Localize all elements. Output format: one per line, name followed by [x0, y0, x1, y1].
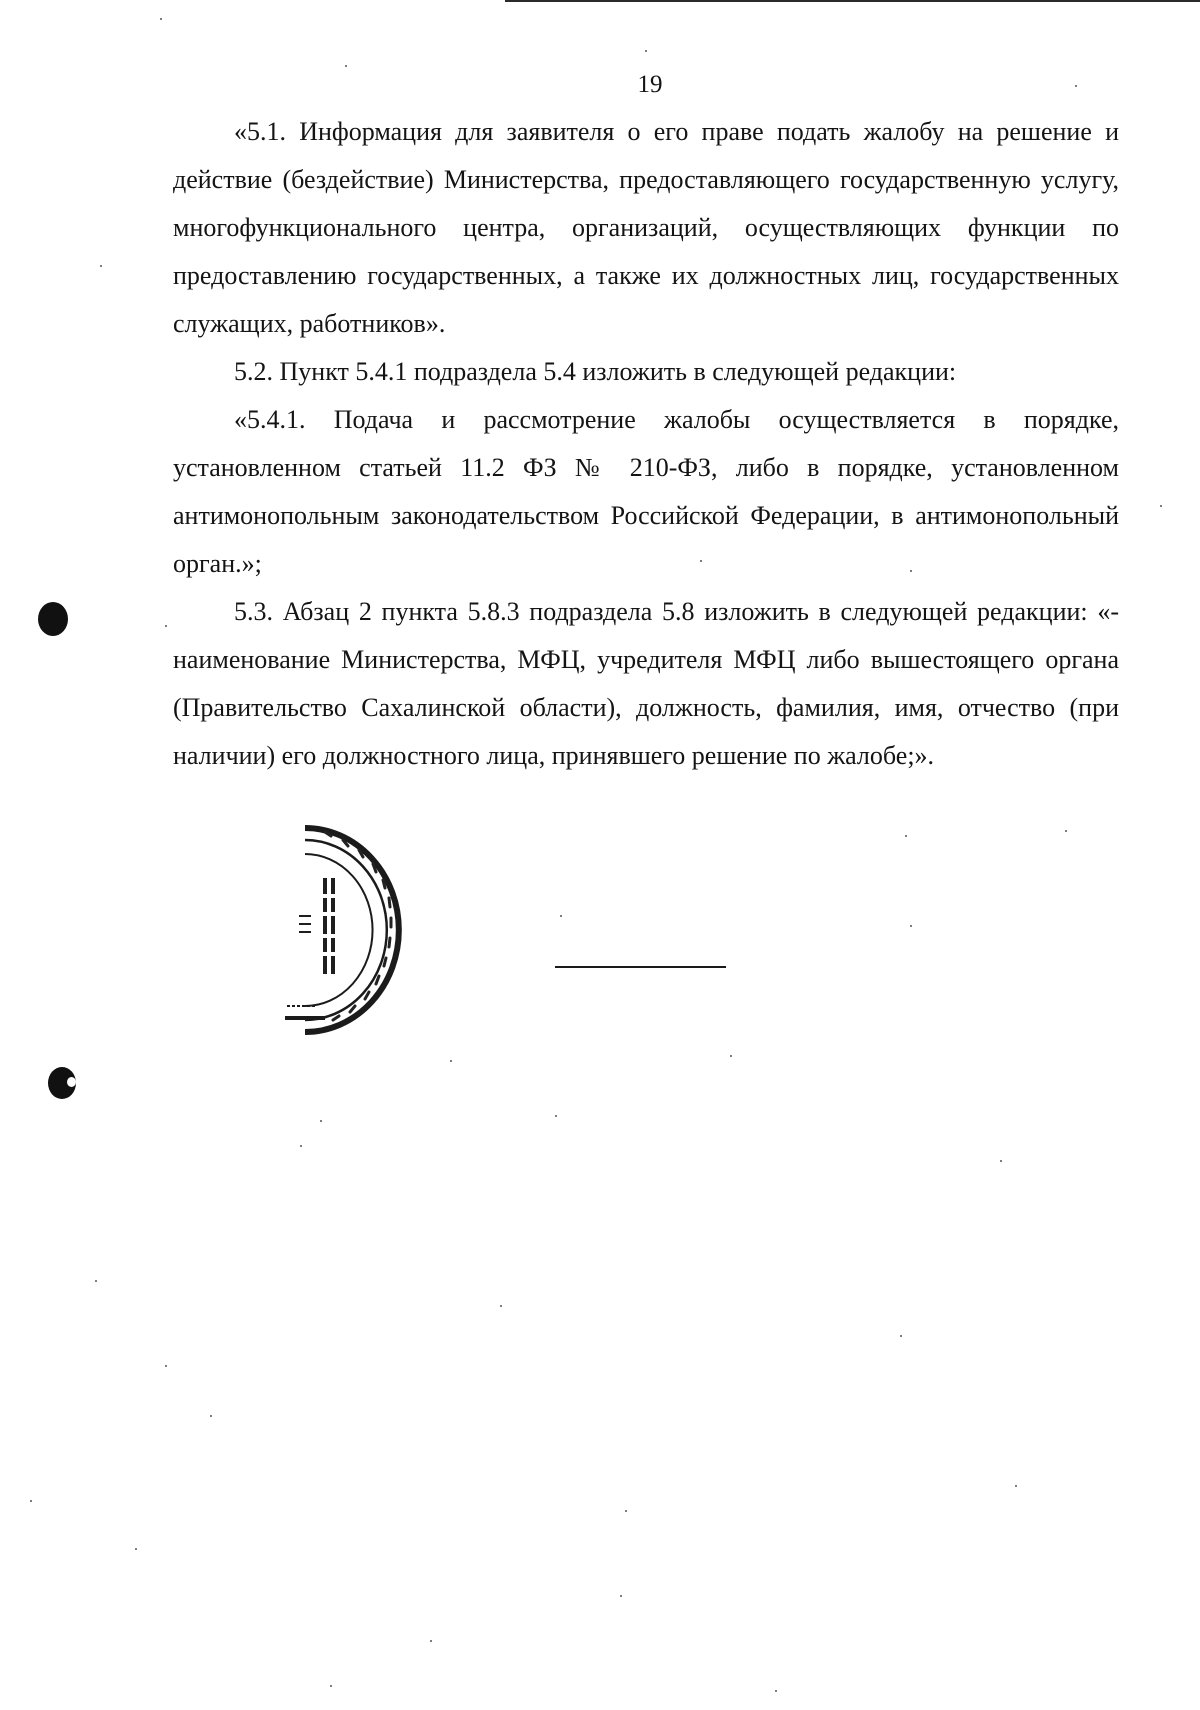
binder-hole-icon	[38, 602, 68, 636]
scan-speck	[620, 1595, 622, 1597]
scan-speck	[135, 1548, 137, 1550]
scan-speck	[165, 1365, 167, 1367]
scan-speck	[100, 265, 102, 267]
scan-speck	[900, 1335, 902, 1337]
scan-speck	[910, 925, 912, 927]
scan-speck	[905, 835, 907, 837]
scan-speck	[1065, 830, 1067, 832]
paragraph-5-3: 5.3. Абзац 2 пункта 5.8.3 подраздела 5.8 изложить в следующей редакции: «- наименование Министерства, МФЦ, учредителя МФЦ либо вышестоящего органа (Правительство Сахалинской области), должность, фамилия, имя, отчество (при наличии) его должностного лица, принявшего решение по жалобе;».	[173, 597, 1119, 770]
top-edge-rule	[505, 0, 1200, 2]
scan-speck	[1075, 85, 1077, 87]
scan-speck	[95, 1280, 97, 1282]
seal-stamp-graphic	[285, 820, 465, 1040]
scan-speck	[700, 560, 702, 562]
scan-speck	[300, 1145, 302, 1147]
scan-speck	[450, 1060, 452, 1062]
scan-speck	[430, 1640, 432, 1642]
scan-speck	[165, 625, 167, 627]
scan-speck	[730, 1055, 732, 1057]
scan-speck	[910, 570, 912, 572]
document-body	[173, 108, 1119, 780]
seal-stamp-icon	[285, 820, 465, 1040]
scan-speck	[1000, 1160, 1002, 1162]
paragraph-5-4-1: «5.4.1. Подача и рассмотрение жалобы осуществляется в порядке, установленном статьей 11.2 ФЗ № 210-ФЗ, либо в порядке, установленном антимонопольным законодательством Российской Федерации, в антимонопольный орган.»;	[173, 405, 1119, 578]
page-number: 19	[637, 71, 663, 98]
paragraph-5-2: 5.2. Пункт 5.4.1 подраздела 5.4 изложить в следующей редакции:	[234, 357, 957, 386]
scan-speck	[345, 65, 347, 67]
scan-speck	[210, 1415, 212, 1417]
scan-speck	[500, 1305, 502, 1307]
scan-speck	[330, 1685, 332, 1687]
paragraph-5-1: «5.1. Информация для заявителя о его праве подать жалобу на решение и действие (бездействие) Министерства, предоставляющего государственную услугу, многофункционального центра, организаций, осуществляющих функции по предоставлению государственных, а также их должностных лиц, государственных служащих, работников».	[173, 117, 1119, 338]
scan-speck	[775, 1690, 777, 1692]
scan-speck	[625, 1510, 627, 1512]
scan-speck	[645, 50, 647, 52]
binder-hole-icon	[48, 1067, 76, 1099]
signature-line	[555, 966, 726, 968]
scan-speck	[560, 915, 562, 917]
scan-speck	[30, 1500, 32, 1502]
scan-speck	[320, 1120, 322, 1122]
scan-speck	[555, 1115, 557, 1117]
scan-speck	[1160, 505, 1162, 507]
scan-speck	[160, 18, 162, 20]
scan-speck	[1015, 1485, 1017, 1487]
